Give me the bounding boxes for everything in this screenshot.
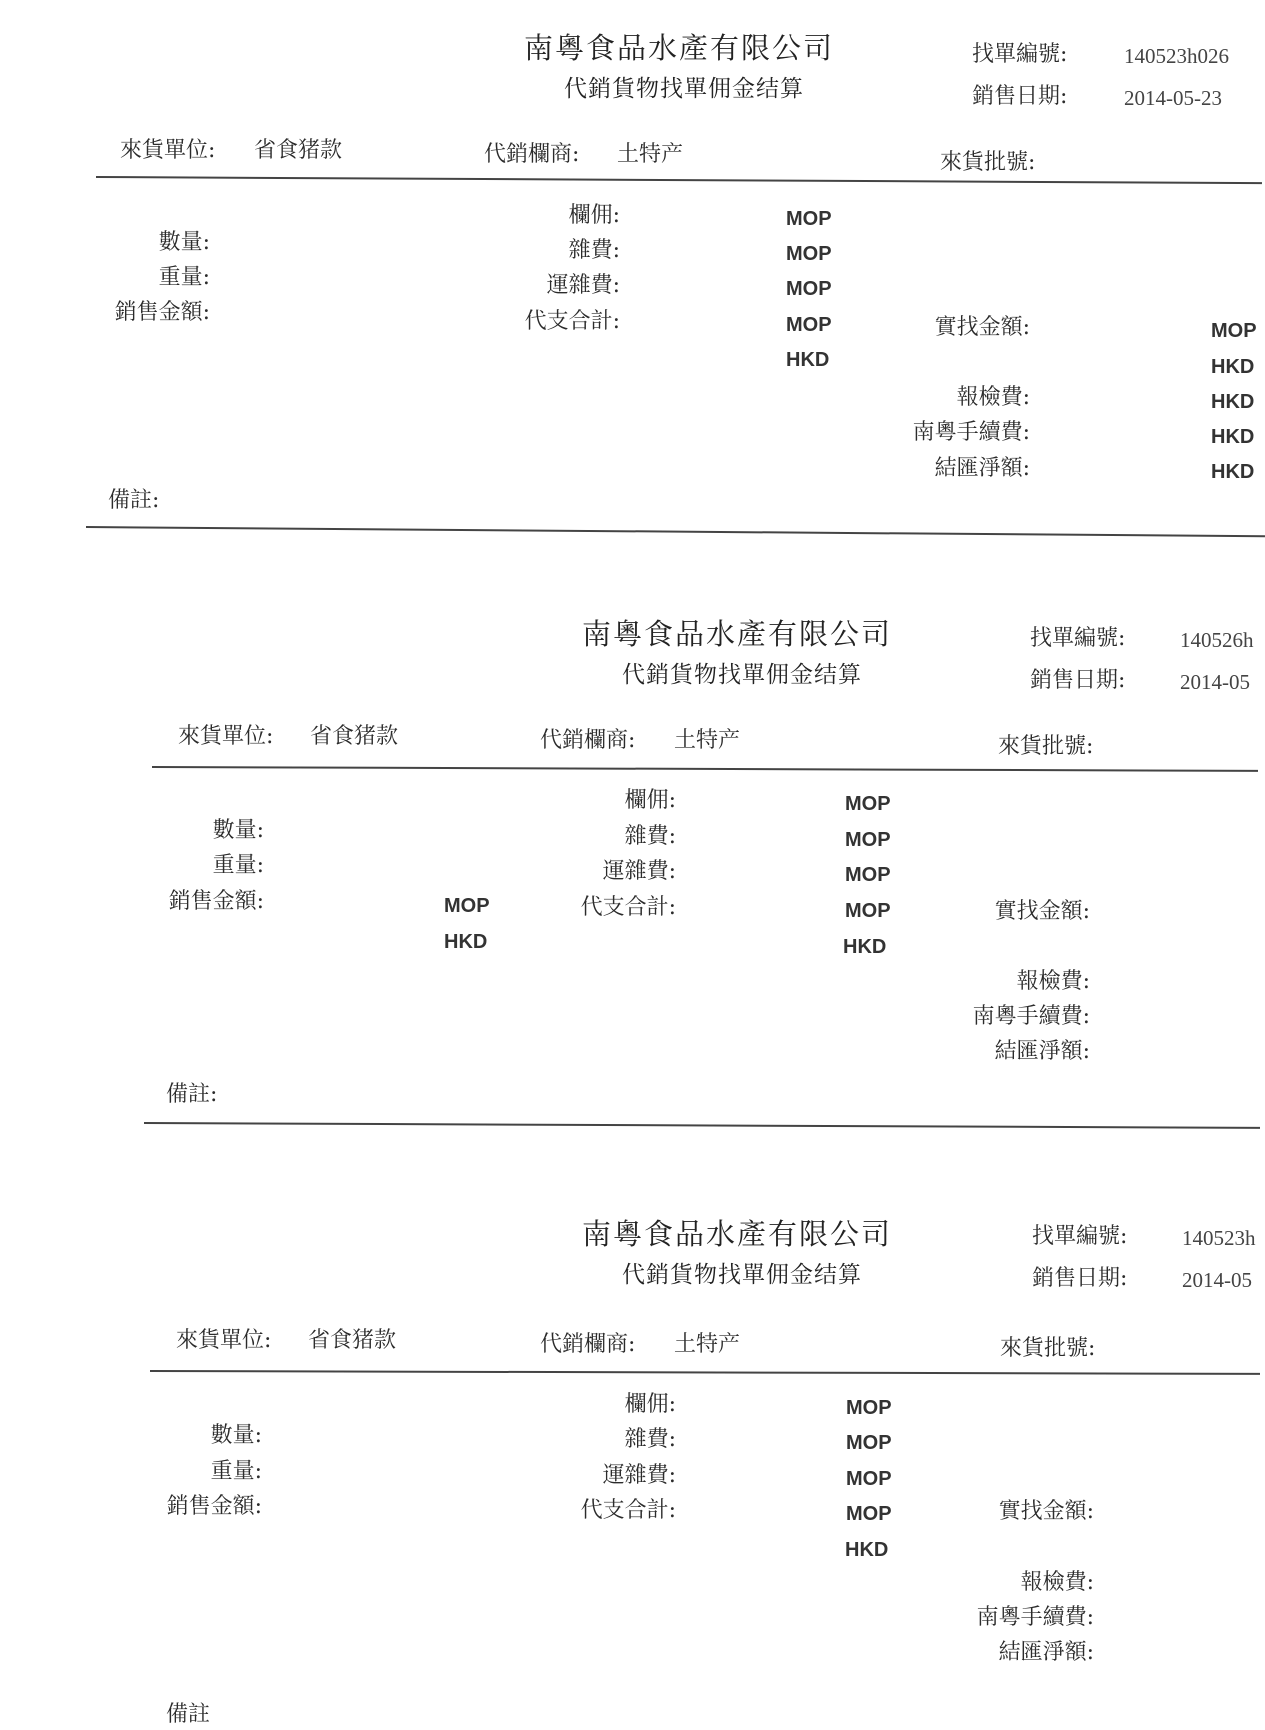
agent-value: 土特产: [674, 728, 741, 753]
agent-label: 代銷欄商:: [540, 1332, 636, 1357]
supplier-label: 來貨單位:: [176, 1328, 272, 1353]
currency-mop: MOP: [786, 243, 832, 265]
inspection-fee-label: 報檢費:: [1020, 1570, 1094, 1595]
sale-date-value: 2014-05: [1182, 1268, 1252, 1292]
agent-label: 代銷欄商:: [484, 142, 580, 167]
quantity-label: 數量:: [210, 1423, 262, 1448]
inspection-fee-label: 報檢費:: [1016, 969, 1090, 994]
supplier-label: 來貨單位:: [178, 724, 274, 749]
header-divider: [150, 1370, 1260, 1375]
currency-mop: MOP: [846, 1397, 892, 1419]
bill-no-value: 140526h: [1180, 628, 1254, 652]
sale-date-value: 2014-05: [1180, 670, 1250, 694]
actual-amount-label: 實找金額:: [994, 899, 1090, 924]
currency-hkd: HKD: [1211, 391, 1255, 413]
currency-mop: MOP: [846, 1503, 892, 1525]
currency-mop: MOP: [846, 1468, 892, 1490]
currency-hkd: HKD: [444, 931, 488, 953]
currency-mop: MOP: [845, 864, 891, 886]
remarks-label: 備註:: [108, 488, 160, 513]
sale-date-label: 銷售日期:: [1032, 1266, 1128, 1291]
company-name: 南粵食品水產有限公司: [582, 617, 893, 651]
supplier-value: 省食猪款: [308, 1328, 397, 1353]
bill-no-label: 找單編號:: [1030, 626, 1126, 651]
currency-mop: MOP: [845, 793, 891, 815]
supplier-label: 來貨單位:: [120, 138, 216, 163]
agent-value: 土特产: [617, 142, 684, 167]
sales-amount-label: 銷售金額:: [166, 1494, 262, 1519]
bill-no-label: 找單編號:: [1032, 1224, 1128, 1249]
slip-subtitle: 代銷貨物找單佣金结算: [622, 662, 862, 688]
supplier-value: 省食猪款: [310, 724, 399, 749]
batch-label: 來貨批號:: [1000, 1336, 1096, 1361]
sales-amount-label: 銷售金額:: [168, 889, 264, 914]
bill-no-value: 140523h: [1182, 1226, 1256, 1250]
currency-mop: MOP: [846, 1432, 892, 1454]
currency-hkd: HKD: [786, 349, 830, 371]
currency-mop: MOP: [845, 900, 891, 922]
inspection-fee-label: 報檢費:: [956, 385, 1030, 410]
handling-fee-label: 南粵手續費:: [912, 420, 1030, 445]
stall-commission-label: 欄佣:: [624, 788, 676, 813]
currency-hkd: HKD: [845, 1539, 889, 1561]
agent-label: 代銷欄商:: [540, 728, 636, 753]
currency-mop: MOP: [845, 829, 891, 851]
handling-fee-label: 南粵手續費:: [972, 1004, 1090, 1029]
misc-fee-label: 雜費:: [568, 238, 620, 263]
quantity-label: 數量:: [158, 230, 210, 255]
currency-mop: MOP: [786, 208, 832, 230]
weight-label: 重量:: [158, 265, 210, 290]
currency-mop: MOP: [786, 278, 832, 300]
net-exchange-label: 結匯淨額:: [934, 456, 1030, 481]
sales-amount-label: 銷售金額:: [114, 300, 210, 325]
slip-subtitle: 代銷貨物找單佣金结算: [622, 1262, 862, 1288]
currency-mop: MOP: [444, 895, 490, 917]
misc-fee-label: 雜費:: [624, 824, 676, 849]
quantity-label: 數量:: [212, 818, 264, 843]
advance-total-label: 代支合計:: [580, 1498, 676, 1523]
currency-hkd: HKD: [1211, 356, 1255, 378]
sale-date-label: 銷售日期:: [1030, 668, 1126, 693]
actual-amount-label: 實找金額:: [998, 1499, 1094, 1524]
currency-hkd: HKD: [1211, 426, 1255, 448]
sale-date-label: 銷售日期:: [972, 84, 1068, 109]
freight-label: 運雜費:: [546, 273, 620, 298]
net-exchange-label: 結匯淨額:: [998, 1640, 1094, 1665]
freight-label: 運雜費:: [602, 859, 676, 884]
currency-hkd: HKD: [1211, 461, 1255, 483]
company-name: 南粵食品水產有限公司: [524, 31, 835, 65]
bill-no-label: 找單編號:: [972, 42, 1068, 67]
batch-label: 來貨批號:: [998, 734, 1094, 759]
weight-label: 重量:: [212, 853, 264, 878]
currency-mop: MOP: [786, 314, 832, 336]
agent-value: 土特产: [674, 1332, 741, 1357]
company-name: 南粵食品水產有限公司: [582, 1217, 893, 1251]
net-exchange-label: 結匯淨額:: [994, 1039, 1090, 1064]
stall-commission-label: 欄佣:: [624, 1392, 676, 1417]
stall-commission-label: 欄佣:: [568, 203, 620, 228]
batch-label: 來貨批號:: [940, 150, 1036, 175]
weight-label: 重量:: [210, 1459, 262, 1484]
slip-subtitle: 代銷貨物找單佣金结算: [564, 76, 804, 102]
handling-fee-label: 南粵手續費:: [976, 1605, 1094, 1630]
currency-hkd: HKD: [843, 936, 887, 958]
misc-fee-label: 雜費:: [624, 1427, 676, 1452]
actual-amount-label: 實找金額:: [934, 315, 1030, 340]
supplier-value: 省食猪款: [254, 138, 343, 163]
advance-total-label: 代支合計:: [580, 895, 676, 920]
advance-total-label: 代支合計:: [524, 309, 620, 334]
freight-label: 運雜費:: [602, 1463, 676, 1488]
remarks-label: 備註:: [166, 1082, 218, 1107]
remarks-label: 備註: [166, 1702, 211, 1727]
sale-date-value: 2014-05-23: [1124, 86, 1222, 110]
bill-no-value: 140523h026: [1124, 44, 1229, 68]
currency-mop: MOP: [1211, 320, 1257, 342]
